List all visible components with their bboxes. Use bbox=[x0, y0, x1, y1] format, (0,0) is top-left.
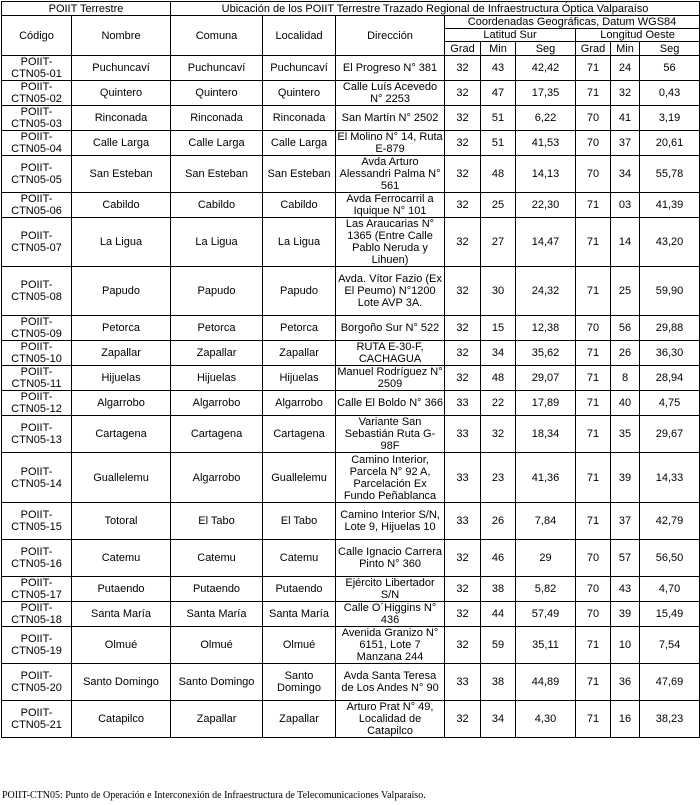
cell-lon-min: 56 bbox=[611, 316, 640, 341]
cell-direccion: San Martín N° 2502 bbox=[336, 106, 445, 131]
cell-direccion: Calle O´Higgins N° 436 bbox=[336, 602, 445, 627]
cell-lon-seg: 41,39 bbox=[640, 193, 700, 218]
table-body bbox=[2, 56, 700, 738]
cell-localidad: Santo Domingo bbox=[263, 664, 336, 701]
cell-lon-seg: 43,20 bbox=[640, 218, 700, 267]
cell-codigo: POIIT-CTN05-11 bbox=[2, 366, 72, 391]
cell-lat-grad: 32 bbox=[445, 193, 481, 218]
cell-lat-seg: 41,53 bbox=[516, 131, 576, 156]
cell-lon-min: 32 bbox=[611, 81, 640, 106]
cell-localidad: Putaendo bbox=[263, 577, 336, 602]
column-header-comuna: Comuna bbox=[171, 16, 263, 56]
cell-lat-grad: 32 bbox=[445, 106, 481, 131]
cell-direccion: Avda Arturo Alessandri Palma N° 561 bbox=[336, 156, 445, 193]
cell-lon-seg: 56,50 bbox=[640, 540, 700, 577]
cell-nombre: Quintero bbox=[72, 81, 171, 106]
cell-lat-grad: 32 bbox=[445, 218, 481, 267]
cell-localidad: Petorca bbox=[263, 316, 336, 341]
cell-lon-seg: 0,43 bbox=[640, 81, 700, 106]
cell-lat-min: 46 bbox=[481, 540, 516, 577]
column-header-lat-min: Min bbox=[481, 42, 516, 56]
cell-lon-seg: 7,54 bbox=[640, 627, 700, 664]
cell-lon-seg: 3,19 bbox=[640, 106, 700, 131]
header-row-coords bbox=[2, 16, 700, 29]
cell-direccion: El Progreso N° 381 bbox=[336, 56, 445, 81]
cell-nombre: Santo Domingo bbox=[72, 664, 171, 701]
cell-codigo: POIIT-CTN05-01 bbox=[2, 56, 72, 81]
coords-group-header: Coordenadas Geográficas, Datum WGS84 bbox=[445, 16, 700, 29]
cell-lat-grad: 32 bbox=[445, 267, 481, 316]
cell-nombre: Cartagena bbox=[72, 416, 171, 453]
cell-lon-seg: 42,79 bbox=[640, 503, 700, 540]
cell-comuna: Algarrobo bbox=[171, 453, 263, 503]
cell-direccion: RUTA E-30-F, CACHAGUA bbox=[336, 341, 445, 366]
cell-nombre: Calle Larga bbox=[72, 131, 171, 156]
cell-lat-grad: 32 bbox=[445, 316, 481, 341]
cell-codigo: POIIT-CTN05-08 bbox=[2, 267, 72, 316]
cell-lon-grad: 71 bbox=[576, 503, 611, 540]
table-row bbox=[2, 627, 700, 664]
cell-localidad: Santa María bbox=[263, 602, 336, 627]
cell-lat-grad: 32 bbox=[445, 701, 481, 738]
cell-lon-min: 39 bbox=[611, 602, 640, 627]
cell-localidad: San Esteban bbox=[263, 156, 336, 193]
cell-codigo: POIIT-CTN05-20 bbox=[2, 664, 72, 701]
cell-codigo: POIIT-CTN05-17 bbox=[2, 577, 72, 602]
cell-codigo: POIIT-CTN05-16 bbox=[2, 540, 72, 577]
cell-lon-grad: 71 bbox=[576, 416, 611, 453]
table-row bbox=[2, 577, 700, 602]
cell-lon-grad: 71 bbox=[576, 391, 611, 416]
cell-lat-seg: 12,38 bbox=[516, 316, 576, 341]
cell-lat-seg: 7,84 bbox=[516, 503, 576, 540]
cell-comuna: Quintero bbox=[171, 81, 263, 106]
cell-lon-seg: 28,94 bbox=[640, 366, 700, 391]
cell-nombre: Rinconada bbox=[72, 106, 171, 131]
cell-lat-min: 22 bbox=[481, 391, 516, 416]
cell-direccion: Arturo Prat N° 49, Localidad de Catapilco bbox=[336, 701, 445, 738]
cell-lon-min: 40 bbox=[611, 391, 640, 416]
cell-lat-grad: 32 bbox=[445, 56, 481, 81]
cell-localidad: Guallelemu bbox=[263, 453, 336, 503]
cell-direccion: Calle Ignacio Carrera Pinto N° 360 bbox=[336, 540, 445, 577]
cell-comuna: Puchuncaví bbox=[171, 56, 263, 81]
cell-lat-grad: 32 bbox=[445, 627, 481, 664]
table-row bbox=[2, 664, 700, 701]
cell-localidad: Quintero bbox=[263, 81, 336, 106]
cell-lat-seg: 35,62 bbox=[516, 341, 576, 366]
cell-lat-min: 59 bbox=[481, 627, 516, 664]
cell-comuna: Algarrobo bbox=[171, 391, 263, 416]
cell-direccion: Avda. Vítor Fazio (Ex El Peumo) N°1200 Lote AVP 3A. bbox=[336, 267, 445, 316]
cell-lat-min: 15 bbox=[481, 316, 516, 341]
column-header-lon-min: Min bbox=[611, 42, 640, 56]
cell-lon-min: 03 bbox=[611, 193, 640, 218]
footnote: POIIT-CTN05: Punto de Operación e Interconexión de Infraestructura de Telecomunicaciones Valparaíso. bbox=[2, 790, 426, 801]
cell-lon-grad: 70 bbox=[576, 540, 611, 577]
cell-lon-seg: 29,67 bbox=[640, 416, 700, 453]
cell-codigo: POIIT-CTN05-14 bbox=[2, 453, 72, 503]
cell-lon-min: 43 bbox=[611, 577, 640, 602]
cell-direccion: Avda Santa Teresa de Los Andes N° 90 bbox=[336, 664, 445, 701]
cell-lon-seg: 4,70 bbox=[640, 577, 700, 602]
cell-lat-seg: 44,89 bbox=[516, 664, 576, 701]
cell-nombre: Papudo bbox=[72, 267, 171, 316]
cell-lon-seg: 4,75 bbox=[640, 391, 700, 416]
cell-nombre: Cabildo bbox=[72, 193, 171, 218]
cell-lat-grad: 32 bbox=[445, 602, 481, 627]
cell-comuna: San Esteban bbox=[171, 156, 263, 193]
cell-lon-seg: 29,88 bbox=[640, 316, 700, 341]
table-row bbox=[2, 156, 700, 193]
cell-lon-grad: 70 bbox=[576, 106, 611, 131]
latitude-group-header: Latitud Sur bbox=[445, 29, 576, 42]
cell-lon-min: 14 bbox=[611, 218, 640, 267]
cell-codigo: POIIT-CTN05-10 bbox=[2, 341, 72, 366]
table-row bbox=[2, 341, 700, 366]
cell-codigo: POIIT-CTN05-05 bbox=[2, 156, 72, 193]
cell-lat-seg: 4,30 bbox=[516, 701, 576, 738]
cell-nombre: Catapilco bbox=[72, 701, 171, 738]
cell-lon-min: 37 bbox=[611, 131, 640, 156]
cell-codigo: POIIT-CTN05-12 bbox=[2, 391, 72, 416]
table-row bbox=[2, 56, 700, 81]
cell-comuna: Calle Larga bbox=[171, 131, 263, 156]
cell-localidad: El Tabo bbox=[263, 503, 336, 540]
cell-lon-grad: 70 bbox=[576, 577, 611, 602]
cell-lon-seg: 36,30 bbox=[640, 341, 700, 366]
cell-lat-min: 27 bbox=[481, 218, 516, 267]
cell-lat-min: 25 bbox=[481, 193, 516, 218]
cell-lat-seg: 57,49 bbox=[516, 602, 576, 627]
cell-direccion: Calle El Boldo N° 366 bbox=[336, 391, 445, 416]
cell-nombre: Zapallar bbox=[72, 341, 171, 366]
cell-nombre: Santa María bbox=[72, 602, 171, 627]
cell-comuna: Santo Domingo bbox=[171, 664, 263, 701]
cell-lat-grad: 32 bbox=[445, 156, 481, 193]
cell-localidad: Olmué bbox=[263, 627, 336, 664]
cell-lat-seg: 24,32 bbox=[516, 267, 576, 316]
column-header-lon-seg: Seg bbox=[640, 42, 700, 56]
cell-lat-seg: 42,42 bbox=[516, 56, 576, 81]
column-header-direccion: Dirección bbox=[336, 16, 445, 56]
cell-lat-grad: 32 bbox=[445, 540, 481, 577]
cell-nombre: Totoral bbox=[72, 503, 171, 540]
cell-codigo: POIIT-CTN05-04 bbox=[2, 131, 72, 156]
cell-direccion: Las Araucarias N° 1365 (Entre Calle Pablo Neruda y Lihuen) bbox=[336, 218, 445, 267]
table-row bbox=[2, 701, 700, 738]
cell-lat-seg: 14,47 bbox=[516, 218, 576, 267]
longitude-group-header: Longitud Oeste bbox=[576, 29, 700, 42]
cell-lat-min: 34 bbox=[481, 701, 516, 738]
cell-lat-seg: 17,35 bbox=[516, 81, 576, 106]
cell-codigo: POIIT-CTN05-03 bbox=[2, 106, 72, 131]
cell-comuna: Rinconada bbox=[171, 106, 263, 131]
cell-comuna: Zapallar bbox=[171, 341, 263, 366]
cell-comuna: Santa María bbox=[171, 602, 263, 627]
cell-lat-seg: 14,13 bbox=[516, 156, 576, 193]
cell-nombre: San Esteban bbox=[72, 156, 171, 193]
cell-lat-grad: 33 bbox=[445, 503, 481, 540]
column-header-codigo: Código bbox=[2, 16, 72, 56]
cell-lat-min: 23 bbox=[481, 453, 516, 503]
cell-direccion: Avda Ferrocarril a Iquique N° 101 bbox=[336, 193, 445, 218]
cell-lon-grad: 71 bbox=[576, 701, 611, 738]
cell-lat-seg: 29,07 bbox=[516, 366, 576, 391]
table-row bbox=[2, 453, 700, 503]
table-row bbox=[2, 391, 700, 416]
cell-lat-min: 38 bbox=[481, 577, 516, 602]
cell-comuna: Hijuelas bbox=[171, 366, 263, 391]
cell-lat-min: 48 bbox=[481, 156, 516, 193]
cell-lon-seg: 20,61 bbox=[640, 131, 700, 156]
column-header-nombre: Nombre bbox=[72, 16, 171, 56]
cell-localidad: Zapallar bbox=[263, 341, 336, 366]
cell-lat-grad: 32 bbox=[445, 81, 481, 106]
cell-lat-grad: 33 bbox=[445, 664, 481, 701]
cell-lat-min: 47 bbox=[481, 81, 516, 106]
table-row bbox=[2, 193, 700, 218]
cell-lon-grad: 71 bbox=[576, 267, 611, 316]
cell-localidad: La Ligua bbox=[263, 218, 336, 267]
cell-lat-grad: 33 bbox=[445, 453, 481, 503]
cell-comuna: Petorca bbox=[171, 316, 263, 341]
cell-codigo: POIIT-CTN05-15 bbox=[2, 503, 72, 540]
cell-direccion: El Molino N° 14, Ruta E-879 bbox=[337, 131, 443, 155]
cell-codigo: POIIT-CTN05-21 bbox=[2, 701, 72, 738]
cell-lon-grad: 71 bbox=[576, 664, 611, 701]
cell-localidad: Cabildo bbox=[263, 193, 336, 218]
cell-lat-min: 30 bbox=[481, 267, 516, 316]
cell-lat-seg: 6,22 bbox=[516, 106, 576, 131]
column-header-lon-grad: Grad bbox=[576, 42, 611, 56]
cell-direccion: Borgoño Sur N° 522 bbox=[336, 316, 445, 341]
cell-lon-grad: 71 bbox=[576, 81, 611, 106]
cell-nombre: Guallelemu bbox=[72, 453, 171, 503]
cell-localidad: Papudo bbox=[263, 267, 336, 316]
cell-lat-min: 38 bbox=[481, 664, 516, 701]
table-row bbox=[2, 131, 700, 156]
cell-comuna: La Ligua bbox=[171, 218, 263, 267]
table-row bbox=[2, 602, 700, 627]
cell-lon-grad: 71 bbox=[576, 341, 611, 366]
cell-comuna: Cartagena bbox=[171, 416, 263, 453]
cell-lon-grad: 71 bbox=[576, 366, 611, 391]
cell-lat-seg: 18,34 bbox=[516, 416, 576, 453]
cell-nombre: Petorca bbox=[72, 316, 171, 341]
cell-lon-grad: 71 bbox=[576, 453, 611, 503]
cell-codigo: POIIT-CTN05-06 bbox=[2, 193, 72, 218]
cell-codigo: POIIT-CTN05-19 bbox=[2, 627, 72, 664]
cell-lon-min: 24 bbox=[611, 56, 640, 81]
cell-lon-min: 57 bbox=[611, 540, 640, 577]
cell-localidad: Rinconada bbox=[263, 106, 336, 131]
cell-localidad: Algarrobo bbox=[263, 391, 336, 416]
table-row bbox=[2, 81, 700, 106]
cell-lat-min: 51 bbox=[481, 106, 516, 131]
cell-lon-seg: 56 bbox=[640, 56, 700, 81]
cell-lon-min: 36 bbox=[611, 664, 640, 701]
cell-codigo: POIIT-CTN05-07 bbox=[2, 218, 72, 267]
table-row bbox=[2, 503, 700, 540]
cell-lat-min: 32 bbox=[481, 416, 516, 453]
cell-direccion: Avenida Granizo N° 6151, Lote 7 Manzana 244 bbox=[336, 627, 445, 664]
cell-nombre: Putaendo bbox=[72, 577, 171, 602]
cell-lat-min: 34 bbox=[481, 341, 516, 366]
table-row bbox=[2, 540, 700, 577]
cell-lon-grad: 70 bbox=[576, 316, 611, 341]
cell-comuna: Olmué bbox=[171, 627, 263, 664]
cell-localidad: Hijuelas bbox=[263, 366, 336, 391]
cell-direccion: Camino Interior, Parcela N° 92 A, Parcelación Ex Fundo Peñablanca bbox=[336, 453, 445, 503]
cell-lon-min: 16 bbox=[611, 701, 640, 738]
cell-comuna: Putaendo bbox=[171, 577, 263, 602]
table-row bbox=[2, 416, 700, 453]
table-row bbox=[2, 218, 700, 267]
section-header-ubicacion: Ubicación de los POIIT Terrestre Trazado Regional de Infraestructura Óptica Valparaíso bbox=[171, 2, 700, 16]
cell-codigo: POIIT-CTN05-02 bbox=[2, 81, 72, 106]
cell-lon-min: 25 bbox=[611, 267, 640, 316]
cell-lon-min: 37 bbox=[611, 503, 640, 540]
cell-nombre: Catemu bbox=[72, 540, 171, 577]
cell-lon-seg: 59,90 bbox=[640, 267, 700, 316]
cell-lon-min: 35 bbox=[611, 416, 640, 453]
cell-localidad: Cartagena bbox=[263, 416, 336, 453]
cell-lat-min: 44 bbox=[481, 602, 516, 627]
cell-lat-min: 48 bbox=[481, 366, 516, 391]
cell-codigo: POIIT-CTN05-18 bbox=[2, 602, 72, 627]
cell-lat-seg: 35,11 bbox=[516, 627, 576, 664]
poiit-location-table bbox=[1, 1, 700, 738]
table-row bbox=[2, 267, 700, 316]
column-header-lat-seg: Seg bbox=[516, 42, 576, 56]
table-row bbox=[2, 106, 700, 131]
cell-lon-grad: 70 bbox=[576, 602, 611, 627]
column-header-lat-grad: Grad bbox=[445, 42, 481, 56]
cell-nombre: La Ligua bbox=[72, 218, 171, 267]
cell-lon-min: 10 bbox=[611, 627, 640, 664]
cell-comuna: Cabildo bbox=[171, 193, 263, 218]
cell-localidad: Puchuncaví bbox=[263, 56, 336, 81]
cell-nombre: Puchuncaví bbox=[72, 56, 171, 81]
cell-direccion: Calle Luís Acevedo N° 2253 bbox=[336, 81, 445, 106]
cell-lon-seg: 38,23 bbox=[640, 701, 700, 738]
table-row bbox=[2, 366, 700, 391]
cell-lon-min: 26 bbox=[611, 341, 640, 366]
cell-lon-min: 8 bbox=[611, 366, 640, 391]
cell-lon-min: 41 bbox=[611, 106, 640, 131]
cell-lon-grad: 70 bbox=[576, 156, 611, 193]
cell-nombre: Algarrobo bbox=[72, 391, 171, 416]
cell-lon-grad: 70 bbox=[576, 131, 611, 156]
cell-lon-seg: 14,33 bbox=[640, 453, 700, 503]
cell-lon-seg: 15,49 bbox=[640, 602, 700, 627]
cell-lon-seg: 47,69 bbox=[640, 664, 700, 701]
cell-lon-min: 34 bbox=[611, 156, 640, 193]
cell-codigo: POIIT-CTN05-13 bbox=[2, 416, 72, 453]
cell-lon-seg: 55,78 bbox=[640, 156, 700, 193]
cell-lon-grad: 71 bbox=[576, 627, 611, 664]
cell-lat-grad: 33 bbox=[445, 391, 481, 416]
cell-direccion: Variante San Sebastián Ruta G-98F bbox=[336, 416, 445, 453]
cell-nombre: Olmué bbox=[72, 627, 171, 664]
cell-lat-min: 51 bbox=[481, 131, 516, 156]
cell-lat-min: 26 bbox=[481, 503, 516, 540]
cell-direccion: Manuel Rodríguez N° 2509 bbox=[337, 366, 443, 390]
table-row bbox=[2, 316, 700, 341]
cell-lat-seg: 5,82 bbox=[516, 577, 576, 602]
column-header-localidad: Localidad bbox=[263, 16, 336, 56]
cell-lat-seg: 29 bbox=[516, 540, 576, 577]
cell-lat-seg: 17,89 bbox=[516, 391, 576, 416]
cell-lon-min: 39 bbox=[611, 453, 640, 503]
cell-direccion: Ejército Libertador S/N bbox=[336, 577, 445, 602]
cell-nombre: Hijuelas bbox=[72, 366, 171, 391]
section-header-poiit: POIIT Terrestre bbox=[2, 2, 171, 16]
cell-localidad: Zapallar bbox=[263, 701, 336, 738]
cell-localidad: Calle Larga bbox=[263, 131, 336, 156]
cell-lon-grad: 71 bbox=[576, 218, 611, 267]
header-row-section bbox=[2, 2, 700, 16]
cell-lat-grad: 32 bbox=[445, 366, 481, 391]
cell-lon-grad: 71 bbox=[576, 56, 611, 81]
cell-lat-grad: 33 bbox=[445, 416, 481, 453]
cell-localidad: Catemu bbox=[263, 540, 336, 577]
cell-lat-seg: 22,30 bbox=[516, 193, 576, 218]
cell-comuna: El Tabo bbox=[171, 503, 263, 540]
cell-codigo: POIIT-CTN05-09 bbox=[2, 316, 72, 341]
cell-comuna: Papudo bbox=[171, 267, 263, 316]
cell-direccion: Camino Interior S/N, Lote 9, Hijuelas 10 bbox=[336, 503, 445, 540]
cell-lat-grad: 32 bbox=[445, 341, 481, 366]
cell-lat-min: 43 bbox=[481, 56, 516, 81]
cell-lat-grad: 32 bbox=[445, 577, 481, 602]
cell-lon-grad: 71 bbox=[576, 193, 611, 218]
cell-lat-grad: 32 bbox=[445, 131, 481, 156]
cell-lat-seg: 41,36 bbox=[516, 453, 576, 503]
cell-comuna: Catemu bbox=[171, 540, 263, 577]
cell-comuna: Zapallar bbox=[171, 701, 263, 738]
